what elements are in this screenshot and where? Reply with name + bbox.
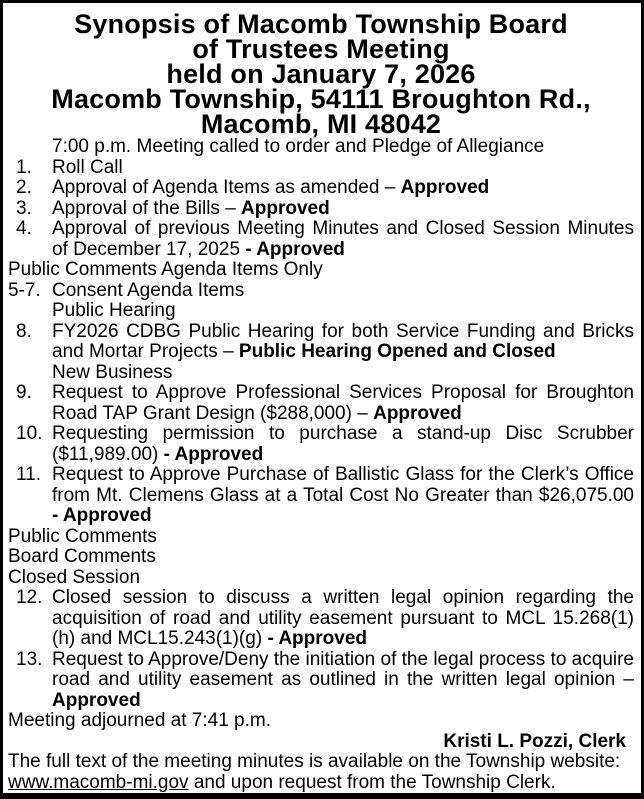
- website-link: www.macomb-mi.gov: [8, 771, 189, 793]
- agenda-item-5-7: [8, 281, 634, 302]
- clerk-signature: Kristi L. Pozzi, Clerk: [443, 730, 626, 752]
- title-line-2: of Trustees Meeting: [192, 34, 450, 64]
- adjournment-line: Meeting adjourned at 7:41 p.m.: [8, 710, 272, 731]
- agenda-item-11: [8, 465, 634, 527]
- footer-text-before: The full text of the meeting minutes is available on the Township website:: [8, 751, 621, 772]
- agenda-item-1: [8, 158, 634, 179]
- item-number: 12.: [16, 587, 43, 608]
- title-line-4: Macomb Township, 54111 Broughton Rd.,: [51, 84, 591, 114]
- item-text: Consent Agenda Items: [52, 279, 245, 301]
- item-text: Request to Approve Purchase of Ballistic Glass for the Clerk’s Office from Mt. Clemens Glass at a Total Cost No Greater than $26,075.00: [52, 464, 634, 506]
- title-line-1: Synopsis of Macomb Township Board: [74, 9, 568, 39]
- item-number: 5-7.: [8, 279, 41, 301]
- section-public-comments: Public Comments: [8, 525, 157, 547]
- title-line-5: Macomb, MI 48042: [200, 109, 442, 139]
- item-number: 8.: [16, 320, 32, 342]
- item-result: - Approved: [52, 505, 152, 526]
- item-result: - Approved: [245, 238, 345, 260]
- footer-note: [8, 752, 634, 793]
- section-board-comments: Board Comments: [8, 546, 156, 567]
- item-number: 4.: [16, 218, 32, 239]
- item-text: Approval of previous Meeting Minutes and Closed Session Minutes of December 17, 2025: [52, 218, 634, 260]
- agenda-item-2: [8, 178, 634, 199]
- item-text: Roll Call: [52, 156, 123, 178]
- item-number: 3.: [16, 197, 32, 219]
- agenda-item-13: [8, 650, 634, 712]
- item-text: Requesting permission to purchase a stand-up Disc Scrubber ($11,989.00): [52, 423, 634, 465]
- item-result: Approved: [400, 177, 490, 198]
- item-result: - Approved: [267, 628, 368, 649]
- agenda-item-8: [8, 322, 634, 363]
- item-text: Closed session to discuss a written legal opinion regarding the acquisition of road and utility easement pursuant to MCL 15.268(1)(h) and MCL15.243(1)(g): [52, 587, 634, 649]
- item-number: 13.: [16, 648, 43, 670]
- item-number: 1.: [16, 156, 32, 178]
- item-number: 10.: [16, 423, 43, 444]
- item-number: 11.: [16, 464, 42, 485]
- item-text: Approval of Agenda Items as amended –: [52, 177, 401, 198]
- item-number: 9.: [16, 382, 32, 403]
- item-text: Request to Approve/Deny the initiation of the legal process to acquire road and utility easement as outlined in the written legal opinion –: [52, 648, 634, 690]
- agenda-item-10: [8, 424, 634, 465]
- item-result: Approved: [241, 197, 330, 219]
- item-number: 2.: [16, 177, 32, 198]
- item-result: Approved: [52, 689, 141, 711]
- item-result: - Approved: [163, 443, 264, 465]
- item-text: FY2026 CDBG Public Hearing for both Service Funding and Bricks and Mortar Projects –: [52, 320, 634, 362]
- section-new-business: New Business: [52, 361, 173, 383]
- section-public-hearing: Public Hearing: [52, 300, 176, 321]
- item-text: Approval of the Bills –: [52, 197, 242, 219]
- notice-body: [8, 137, 634, 793]
- item-text: Request to Approve Professional Services Proposal for Broughton Road TAP Grant Design ($288,000) –: [52, 382, 634, 424]
- agenda-item-4: [8, 219, 634, 260]
- title-line-3: held on January 7, 2026: [166, 59, 476, 89]
- item-result: Public Hearing Opened and Closed: [238, 341, 556, 362]
- item-result: Approved: [373, 402, 462, 424]
- agenda-item-3: [8, 199, 634, 220]
- call-to-order-line: 7:00 p.m. Meeting called to order and Pledge of Allegiance: [52, 136, 545, 157]
- agenda-item-9: [8, 383, 634, 424]
- document-title: [8, 9, 634, 139]
- section-public-comments-agenda: Public Comments Agenda Items Only: [8, 259, 323, 280]
- section-closed-session: Closed Session: [8, 566, 141, 588]
- footer-text-after: and upon request from the Township Clerk.: [188, 771, 556, 793]
- agenda-item-12: [8, 588, 634, 650]
